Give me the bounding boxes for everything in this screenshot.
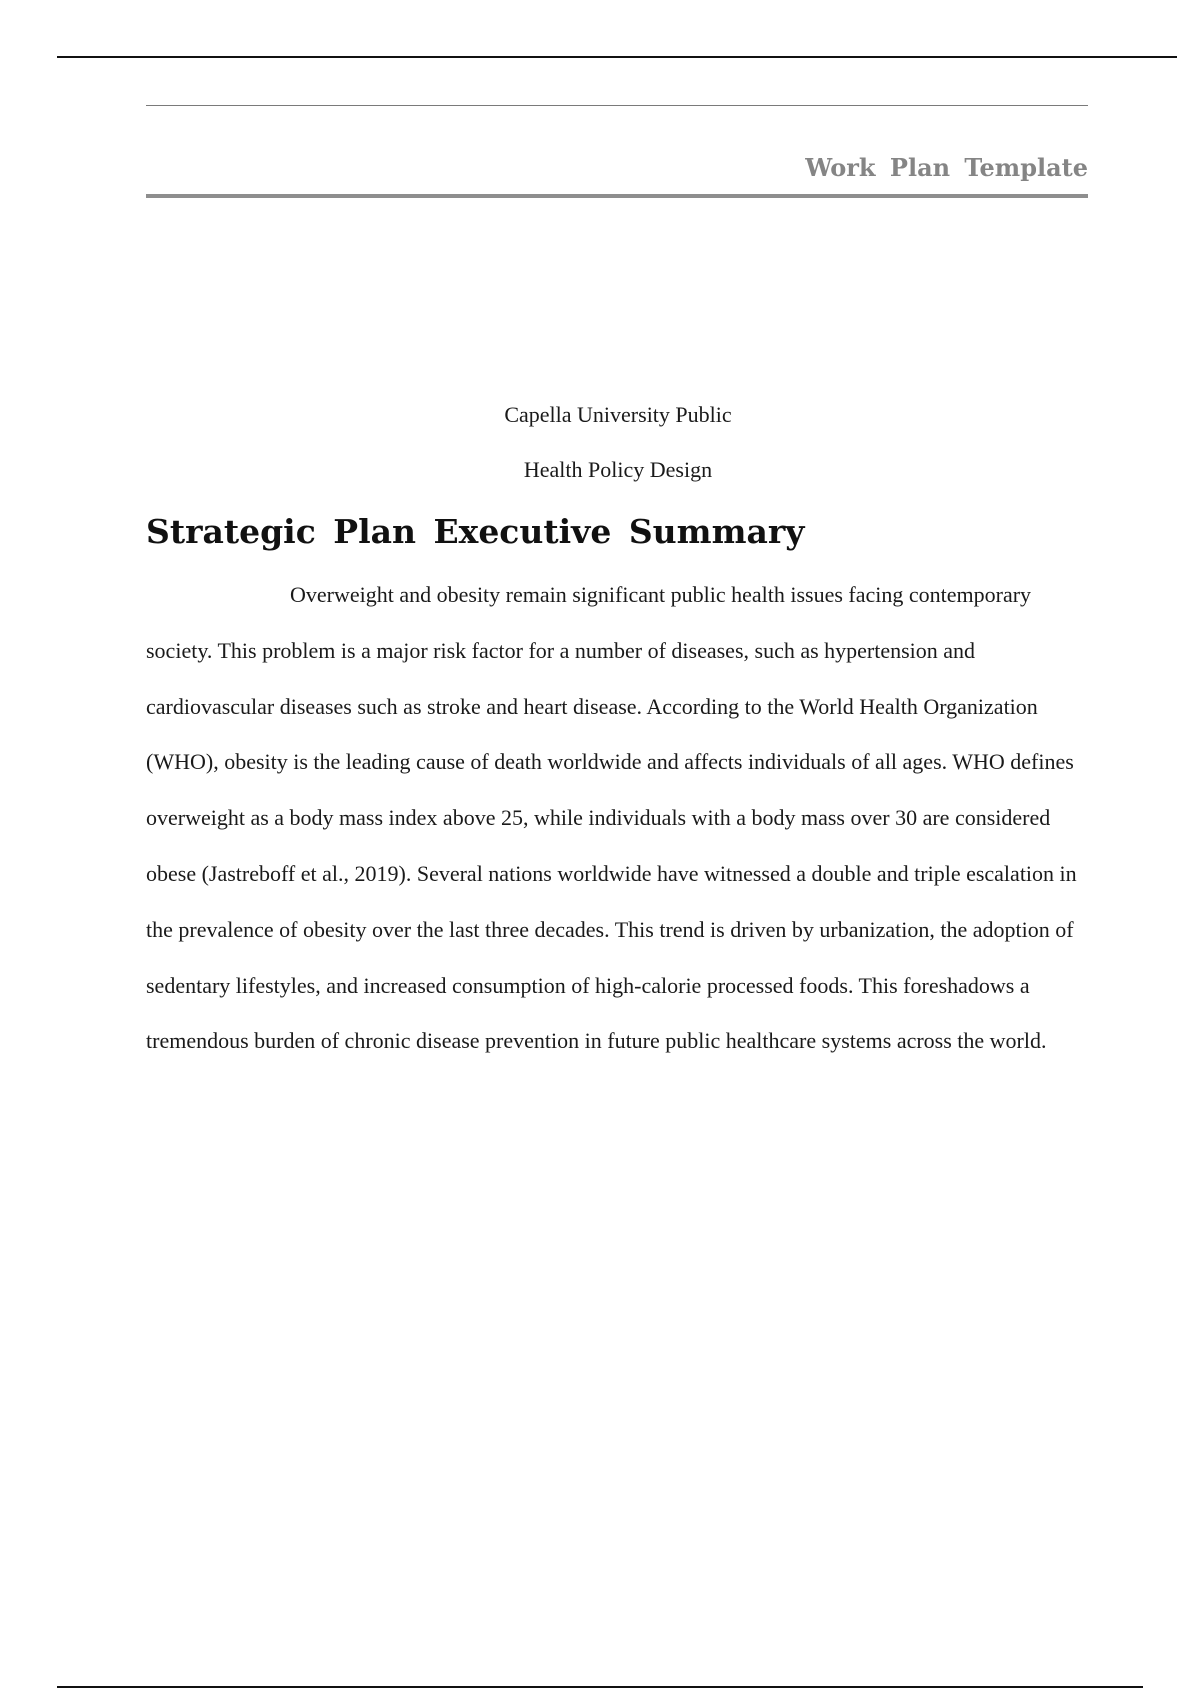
running-header-title: Work Plan Template [805, 153, 1088, 182]
title-line-institution: Capella University Public [504, 402, 732, 427]
section-heading: Strategic Plan Executive Summary [146, 512, 805, 551]
title-line-course: Health Policy Design [523, 457, 713, 482]
header-top-rule [146, 105, 1088, 106]
body-paragraph: Overweight and obesity remain significant public health issues facing contemporary society. This problem is a major risk factor for a number of diseases, such as hypertension and cardiovascular diseases such as stroke and heart disease. According to the World Health Organization (WHO), obesity is the leading cause of death worldwide and affects individuals of all ages. WHO defines overweight as a body mass index above 25, while individuals with a body mass over 30 are considered obese (Jastreboff et al., 2019). Several nations worldwide have witnessed a double and triple escalation in the prevalence of obesity over the last three decades. This trend is driven by urbanization, the adoption of sedentary lifestyles, and increased consumption of high-calorie processed foods. This foreshadows a tremendous burden of chronic disease prevention in future public healthcare systems across the world. [146, 582, 1077, 1054]
header-bottom-rule [146, 194, 1088, 198]
page-bottom-divider [57, 1686, 1143, 1688]
page-top-divider [57, 56, 1177, 58]
